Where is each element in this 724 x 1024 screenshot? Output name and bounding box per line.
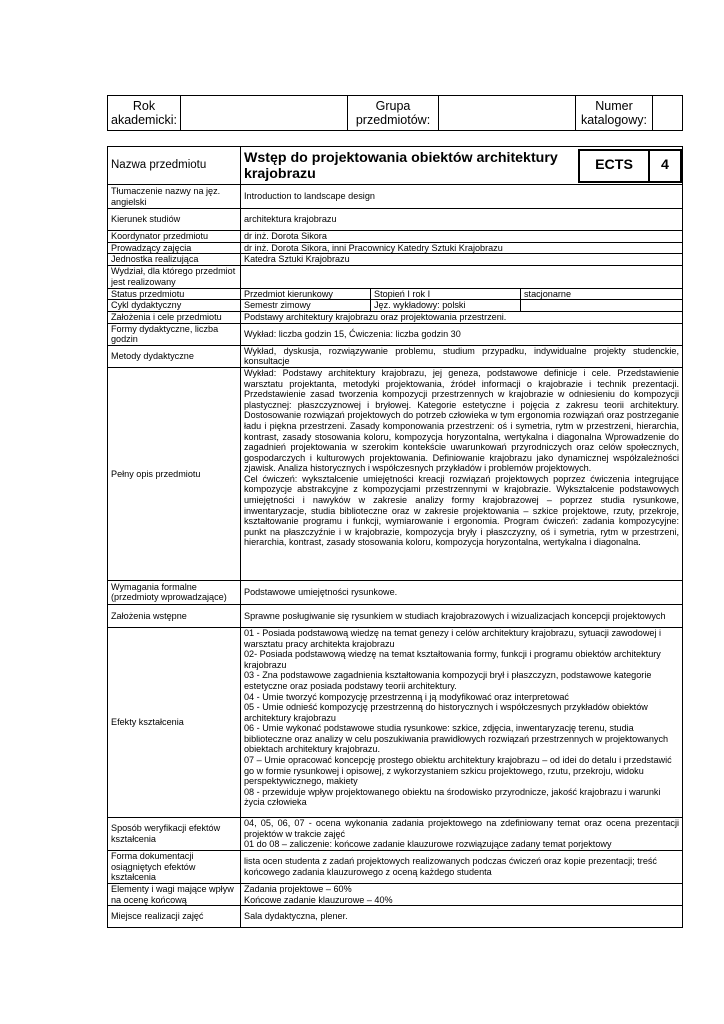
dokumentacja-label: Forma dokumentacji osiągniętych efektów kształcenia: [108, 850, 241, 883]
ects-value: 4: [649, 150, 681, 182]
zalozenia-wstepne-value: Sprawne posługiwanie się rysunkiem w studiach krajobrazowych i wizualizacjach koncepcji projektowych: [241, 604, 683, 627]
row-label-kierunek: Kierunek studiów: [108, 209, 241, 231]
opis-label: Pełny opis przedmiotu: [108, 367, 241, 580]
dokumentacja-value: lista ocen studenta z zadań projektowych realizowanych podczas ćwiczeń oraz kopie prezentacji; treść końcowego zadania klauzurowego z oceną każdego studenta: [241, 850, 683, 883]
wymagania-value: Podstawowe umiejętności rysunkowe.: [241, 580, 683, 604]
row-label-jednostka: Jednostka realizująca: [108, 254, 241, 266]
zalozenia-cele-label: Założenia i cele przedmiotu: [108, 311, 241, 323]
zalozenia-cele-value: Podstawy architektury krajobrazu oraz projektowania przestrzeni.: [241, 311, 683, 323]
status-label: Status przedmiotu: [108, 288, 241, 300]
metody-value: Wykład, dyskusja, rozwiązywanie problemu, studium przypadku, indywidualne projekty studenckie, konsultacje: [241, 345, 683, 367]
course-title: Wstęp do projektowania obiektów architektury krajobrazu: [244, 149, 558, 182]
weryfikacja-label: Sposób weryfikacji efektów kształcenia: [108, 817, 241, 850]
formy-label: Formy dydaktyczne, liczba godzin: [108, 323, 241, 345]
status-value-2: Stopień I rok I: [371, 288, 521, 300]
course-table: [107, 146, 683, 928]
row-label-prowadzacy: Prowadzący zajęcia: [108, 242, 241, 254]
opis-value: Wykład: Podstawy architektury krajobrazu, jej geneza, podstawowe definicje i cele. Przedstawienie warsztatu projektanta, metodyki projektowania, źródeł informacji o krajobrazie i technik prezentacji. Przedstawienie zasad tworzenia kompozycji przestrzennych w krajobrazie w odniesieniu do kompozycji plastycznej: płaszczyznowej i bryłowej. Kategorie estetyczne i pojęcia z zakresu teorii architektury. Dostosowanie rozwiązań projektowych do potrzeb człowieka w tym ergonomia rozwiązań oraz postrzeganie ładu i piękna przestrzeni. Zasady komponowania przestrzeni: oś i symetria, rytm w przestrzeni, hierarchia, kontrast, zasady stosowania koloru, kompozycja horyzontalna, wertykalna i diagonalna Wprowadzenie do zagadnień projektowania w szerokim kontekście uwarunkowań przyrodniczych oraz celów społecznych, gospodarczych i kulturowych projektowania. Definiowanie krajobrazu jako dynamicznej współzależności zjawisk. Analiza historycznych i współczesnych przykładów i problemów projektowych. Cel ćwiczeń: wykształcenie umiejętności kreacji rozwiązań projektowych poprzez ćwiczenia integrujące kompozycje abstrakcyjne z kompozycjami przestrzennymi w krajobrazie. Wykształcenie podstawowych umiejętności i nawyków w zakresie analizy formy krajobrazowej – poprzez studia rysunkowe, inwentaryzacje, studia biblioteczne oraz w zakresie projektowania – szkice projektowe, rzuty, przekroje, kształtowanie programu i funkcji, wymiarowanie i ergonomia. Program ćwiczeń: zadania kompozycyjne: punkt na płaszczyźnie i w krajobrazie, kompozycja bryły i płaszczyzny, oś i symetria, rytm w przestrzeni, hierarchia, kontrast, zasady stosowania koloru, kompozycja horyzontalna, wertykalna i diagonalna.: [241, 367, 683, 580]
grupa-label: Grupa przedmiotów:: [348, 96, 439, 131]
grupa-value: [439, 96, 576, 131]
header-table: [107, 95, 683, 131]
weryfikacja-value: 04, 05, 06, 07 - ocena wykonania zadania projektowego na zdefiniowany temat oraz ocena prezentacji projektów w trakcie zajęć 01 do 08 – zaliczenie: końcowe zadanie klauzurowe rozwiązujące zadany temat porjektowy: [241, 817, 683, 850]
rok-label: Rok akademicki:: [108, 96, 181, 131]
numer-label: Numer katalogowy:: [576, 96, 653, 131]
row-label-wydzial: Wydział, dla którego przedmiot jest realizowany: [108, 265, 241, 288]
metody-label: Metody dydaktyczne: [108, 345, 241, 367]
row-label-translation: Tłumaczenie nazwy na jęz. angielski: [108, 185, 241, 209]
row-value-wydzial: [241, 265, 683, 288]
row-value-prowadzacy: dr inż. Dorota Sikora, inni Pracownicy Katedry Sztuki Krajobrazu: [241, 242, 683, 254]
miejsce-label: Miejsce realizacji zajęć: [108, 906, 241, 928]
cykl-label: Cykl dydaktyczny: [108, 300, 241, 312]
cykl-value-1: Semestr zimowy: [241, 300, 371, 312]
wymagania-label: Wymagania formalne (przedmioty wprowadzające): [108, 580, 241, 604]
rok-value: [181, 96, 348, 131]
efekty-value: 01 - Posiada podstawową wiedzę na temat genezy i celów architektury krajobrazu, sytuacji zawodowej i warsztatu pracy architekta krajobrazu 02- Posiada podstawową wiedzę na temat kształtowania formy, funkcji i programu obiektów architektury krajobrazu 03 - Zna podstawowe zagadnienia kształtowania kompozycji brył i płaszczyzn, podstawowe kategorie estetyczne oraz posiada podstawy teorii architektury. 04 - Umie tworzyć kompozycję przestrzenną i ją modyfikować oraz interpretować 05 - Umie odnieść kompozycję przestrzenną do historycznych i współczesnych przykładów obiektów architektury krajobrazu 06 - Umie wykonać podstawowe studia rysunkowe: szkice, zdjęcia, inwentaryzację terenu, studia biblioteczne oraz analizy w celu poszukiwania prawidłowych rozwiązań przestrzennych w projektowanych obiektach architektury krajobrazu. 07 – Umie opracować koncepcję prostego obiektu architektury krajobrazu – od idei do detalu i przedstawić go w formie rysunkowej i opisowej, z wykorzystaniem szkicu projektowego, rzutu, przekroju, widoku perspektywicznego, makiety 08 - przewiduje wpływ projektowanego obiektu na środowisko przyrodnicze, jakość krajobrazu i warunki życia człowieka: [241, 627, 683, 817]
row-value-jednostka: Katedra Sztuki Krajobrazu: [241, 254, 683, 266]
efekty-label: Efekty kształcenia: [108, 627, 241, 817]
numer-value: [653, 96, 683, 131]
zalozenia-wstepne-label: Założenia wstępne: [108, 604, 241, 627]
course-name-label: Nazwa przedmiotu: [108, 147, 241, 185]
row-value-translation: Introduction to landscape design: [241, 185, 683, 209]
cykl-value-3: [521, 300, 683, 312]
status-value-1: Przedmiot kierunkowy: [241, 288, 371, 300]
row-value-koordynator: dr inż. Dorota Sikora: [241, 231, 683, 243]
formy-value: Wykład: liczba godzin 15, Ćwiczenia: liczba godzin 30: [241, 323, 683, 345]
ects-label: ECTS: [579, 150, 649, 182]
row-label-koordynator: Koordynator przedmiotu: [108, 231, 241, 243]
cykl-value-2: Jęz. wykładowy: polski: [371, 300, 521, 312]
status-value-3: stacjonarne: [521, 288, 683, 300]
row-value-kierunek: architektura krajobrazu: [241, 209, 683, 231]
wagi-value: Zadania projektowe – 60% Końcowe zadanie klauzurowe – 40%: [241, 883, 683, 905]
miejsce-value: Sala dydaktyczna, plener.: [241, 906, 683, 928]
wagi-label: Elementy i wagi mające wpływ na ocenę końcową: [108, 883, 241, 905]
